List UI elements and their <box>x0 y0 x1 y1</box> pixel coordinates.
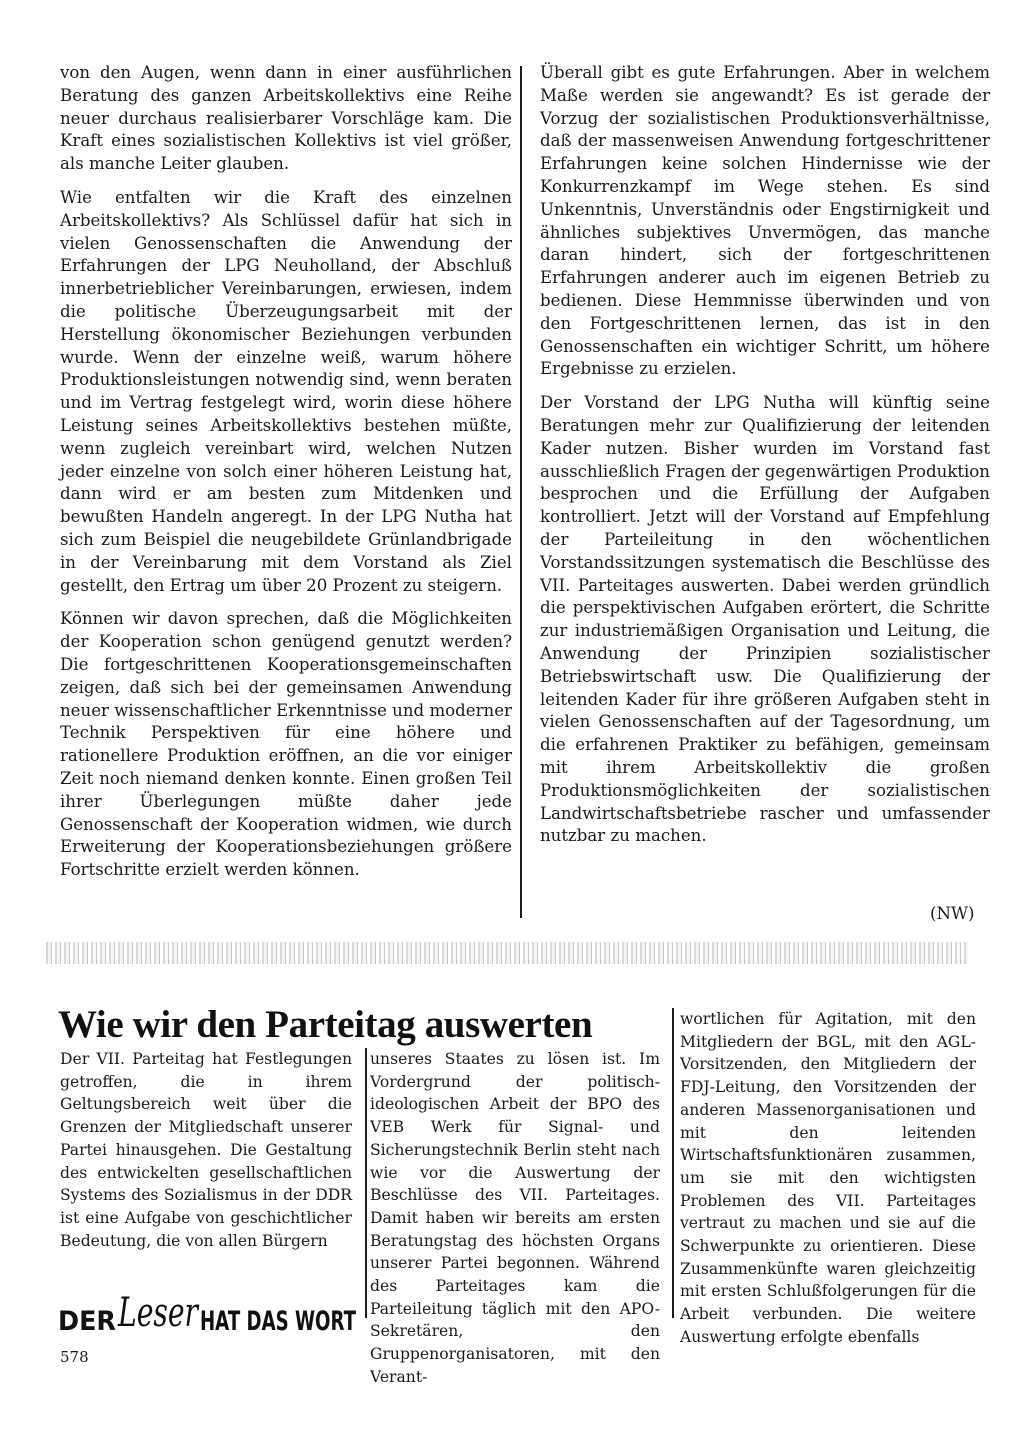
column-rule <box>672 1008 674 1318</box>
paragraph: Können wir davon sprechen, daß die Möglichkeiten der Kooperation schon genügend genutzt werden? Die fortgeschrittenen Kooperationsgemeinschaften zeigen, daß sich bei der gemeinsamen Anwendung neuer wissenschaftlicher Erkenntnisse und moderner Technik Perspektiven für eine höhere und rationellere Produktion eröffnen, an die vor einiger Zeit noch niemand denken konnte. Einen großen Teil ihrer Überlegungen müßte daher jede Genossenschaft der Kooperation widmen, wie durch Erweiterung der Kooperationsbeziehungen größere Fortschritte erzielt werden können. <box>60 609 512 880</box>
lower-column-2: unseres Staates zu lösen ist. Im Vordergrund der politisch-ideologischen Arbeit der BPO des VEB Werk für Signal- und Sicherungstechnik Berlin steht nach wie vor die Auswertung der Beschlüsse des VII. Parteitages. Damit haben wir bereits am ersten Beratungstag des höchsten Organs unserer Partei begonnen. Während des Parteitages kam die Parteileitung täglich mit den APO-Sekretären, den Gruppenorganisatoren, mit den Verant- <box>370 1050 660 1386</box>
lower-column-1: Der VII. Parteitag hat Festlegungen getroffen, die in ihrem Geltungsbereich weit über die Grenzen der Mitgliedschaft unserer Partei hinausgehen. Die Gestaltung des entwickelten gesellschaftlichen Systems des Sozialismus in der DDR ist eine Aufgabe von geschichtlicher Bedeutung, die von allen Bürgern <box>60 1050 352 1250</box>
lower-column-3: wortlichen für Agitation, mit den Mitgliedern der BGL, mit den AGL-Vorsitzenden, den Mitgliedern der FDJ-Leitung, den Vorsitzenden der anderen Massenorganisationen und mit den leitenden Wirtschaftsfunktionären zusammen, um sie mit den wichtigsten Problemen des VII. Parteitages vertraut zu machen und sie auf die Schwerpunkte zu orientieren. Diese Zusammenkünfte waren gleichzeitig mit ersten Schlußfolgerungen für die Arbeit verbunden. Die weitere Auswertung erfolgte ebenfalls <box>680 1010 976 1346</box>
paragraph: Der Vorstand der LPG Nutha will künftig seine Beratungen mehr zur Qualifizierung der leitenden Kader nutzen. Bisher wurden im Vorstand fast ausschließlich Fragen der gegenwärtigen Produktion besprochen und die Erfüllung der Aufgaben kontrolliert. Jetzt will der Vorstand auf Empfehlung der Parteileitung in den wöchentlichen Vorstandssitzungen systematisch die Beschlüsse des VII. Parteitages auswerten. Dabei werden gründlich die perspektivischen Aufgaben erörtert, die Schritte zur industriemäßigen Organisation und Leitung, die Anwendung der Prinzipien sozialistischer Betriebswirtschaft usw. Die Qualifizierung der leitenden Kader für ihre größeren Aufgaben steht in vielen Genossenschaften auf der Tagesordnung, um die erfahrenen Praktiker zu befähigen, gemeinsam mit ihrem Arbeitskollektiv die großen Produktionsmöglichkeiten der sozialistischen Landwirtschaftsbetriebe rascher und umfassender nutzbar zu machen. <box>540 393 990 846</box>
der-leser-hat-das-wort-logo <box>58 1290 358 1337</box>
author-signature: (NW) <box>930 904 975 923</box>
section-separator <box>46 942 968 964</box>
article-headline: Wie wir den Parteitag auswerten <box>58 1003 593 1046</box>
paragraph: von den Augen, wenn dann in einer ausführlichen Beratung des ganzen Arbeitskollektivs eine Reihe neuer durchaus realisierbarer Vorschläge kam. Die Kraft eines sozialistischen Kollektivs ist viel größer, als manche Leiter glauben. <box>60 63 512 174</box>
upper-right-column <box>540 62 990 848</box>
logo-text-hat-das-wort: HAT DAS WORT <box>200 1306 357 1337</box>
page-number: 578 <box>60 1348 89 1366</box>
logo-text-der: DER <box>58 1306 117 1337</box>
paragraph: Wie entfalten wir die Kraft des einzelnen Arbeitskollektivs? Als Schlüssel dafür hat sich in vielen Genossenschaften die Anwendung der Erfahrungen der LPG Neuholland, der Abschluß innerbetrieblicher Vereinbarungen, erwiesen, indem die politische Überzeugungsarbeit mit der Herstellung ökonomischer Beziehungen verbunden wurde. Wenn der einzelne weiß, warum höhere Produktionsleistungen notwendig sind, wenn beraten und im Vertrag festgelegt wird, worin diese höhere Leistung seines Arbeitskollektivs bestehen müßte, wenn zugleich vereinbart wird, welchen Nutzen jeder einzelne von solch einer höheren Leistung hat, dann wird er am besten zum Mitdenken und bewußten Handeln angeregt. In der LPG Nutha hat sich zum Beispiel die neugebildete Grünlandbrigade in der Vereinbarung mit dem Vorstand als Ziel gestellt, den Ertrag um über 20 Prozent zu steigern. <box>60 187 512 595</box>
upper-left-column <box>60 62 512 882</box>
paragraph: Überall gibt es gute Erfahrungen. Aber in welchem Maße werden sie angewandt? Es ist gerade der Vorzug der sozialistischen Produktionsverhältnisse, daß der massenweisen Anwendung fortgeschrittener Erfahrungen keine solchen Hindernisse wie der Konkurrenzkampf im Wege stehen. Es sind Unkenntnis, Unverständnis oder Engstirnigkeit und ähnliches subjektives Unvermögen, das manche daran hindert, sich der fortgeschrittenen Erfahrungen anderer auch im eigenen Betrieb zu bedienen. Diese Hemmnisse überwinden und von den Fortgeschrittenen lernen, das ist in den Genossenschaften ein wichtiger Schritt, um höhere Ergebnisse zu erzielen. <box>540 63 990 379</box>
column-rule <box>520 66 522 918</box>
logo-text-leser: Leser <box>117 1290 201 1336</box>
column-rule <box>365 1048 367 1318</box>
